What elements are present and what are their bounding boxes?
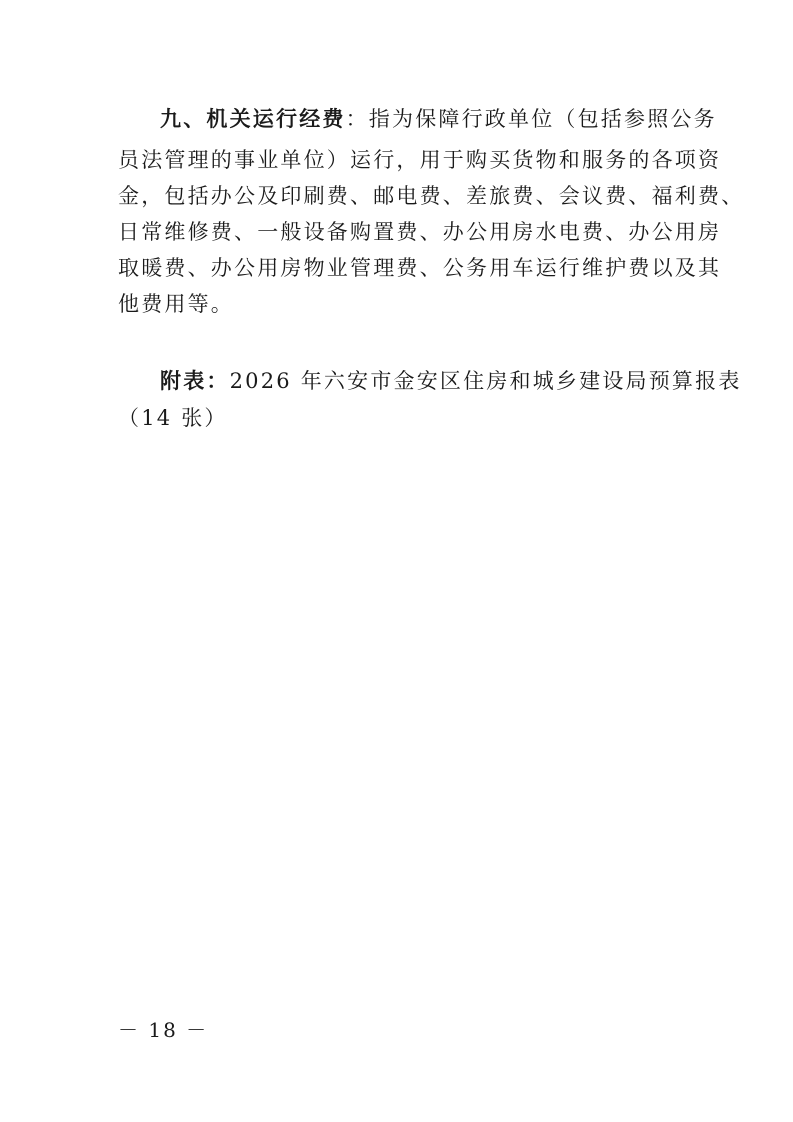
section-heading: 九、机关运行经费 xyxy=(160,107,346,131)
section-line-3: 金，包括办公及印刷费、邮电费、差旅费、会议费、福利费、 xyxy=(118,184,745,208)
attachment-line-2: （14 张） xyxy=(118,406,228,430)
section-line-6: 他费用等。 xyxy=(118,292,234,316)
attachment-label: 附表： xyxy=(160,369,230,393)
section-line-4: 日常维修费、一般设备购置费、办公用房水电费、办公用房 xyxy=(118,220,722,244)
section-line-1 xyxy=(160,106,717,132)
attachment-title: 2026 年六安市金安区住房和城乡建设局预算报表 xyxy=(229,369,742,393)
section-text-1: ：指为保障行政单位（包括参照公务 xyxy=(345,107,717,131)
section-line-2: 员法管理的事业单位）运行，用于购买货物和服务的各项资 xyxy=(118,148,722,172)
section-line-5: 取暖费、办公用房物业管理费、公务用车运行维护费以及其 xyxy=(118,256,722,280)
page-number: － 18 － xyxy=(118,1018,209,1042)
attachment-line-1 xyxy=(160,368,742,394)
